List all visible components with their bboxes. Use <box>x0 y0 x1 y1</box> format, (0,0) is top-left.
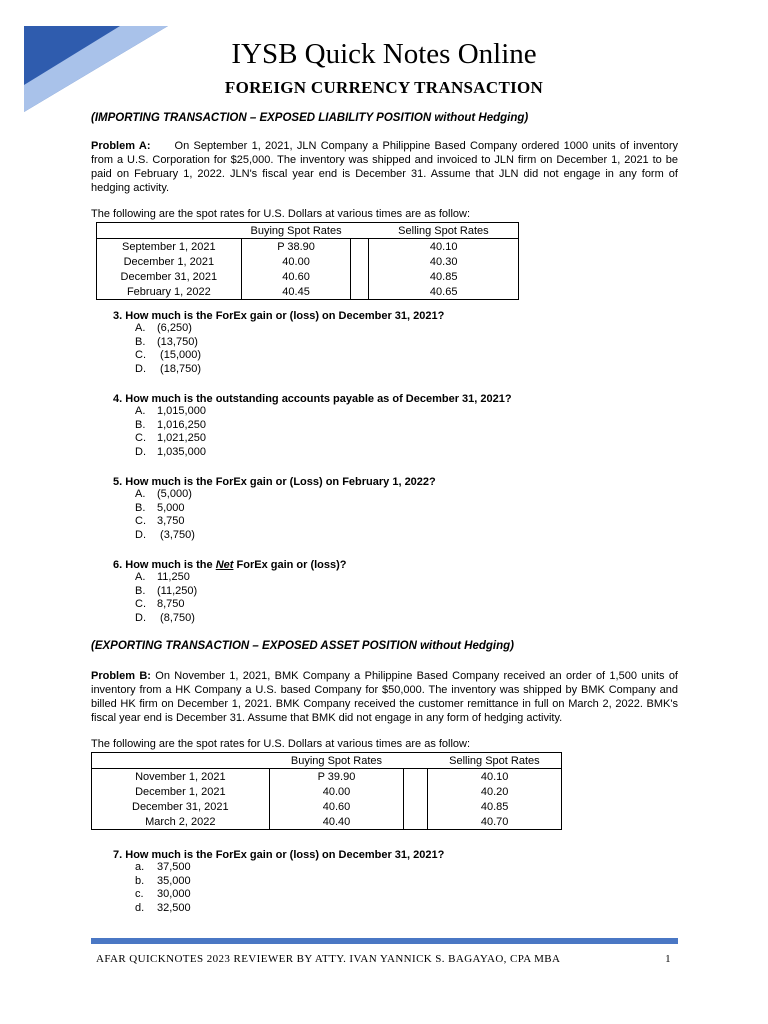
date-cell: December 1, 2021 <box>92 784 270 799</box>
question-text <box>113 849 444 861</box>
answer-option <box>135 488 436 502</box>
footer-bar <box>91 938 678 944</box>
option-letter: A. <box>135 488 146 500</box>
table-row <box>92 769 562 785</box>
problem-a-text: On September 1, 2021, JLN Company a Philippine Based Company ordered 1000 units of inventory from a U.S. Corporation for $25,000. The inventory was shipped and invoiced to JLN firm on December 1, 2021 to be paid on February 1, 2022. JLN's fiscal year end is December 31. Assume that JLN did not engage in any form of hedging activity. <box>91 140 679 194</box>
option-letter: A. <box>135 571 146 583</box>
answer-option <box>135 515 436 529</box>
question-stem: How much is the <box>125 559 216 571</box>
option-value: 8,750 <box>157 598 185 611</box>
table-row <box>97 254 519 269</box>
option-value: 1,015,000 <box>157 405 206 417</box>
selling-rate-cell: 40.70 <box>480 815 509 828</box>
selling-rate-cell: 40.85 <box>429 270 458 283</box>
answer-option <box>135 405 512 419</box>
table-header-cell: Selling Spot Rates <box>369 223 519 239</box>
problem-a-label: Problem A: <box>91 140 151 152</box>
buying-rate-cell: P 38.90 <box>277 240 315 253</box>
option-letter: B. <box>135 584 146 597</box>
date-cell: December 31, 2021 <box>97 269 242 284</box>
spacer-cell <box>404 814 428 830</box>
table-header-cell <box>97 223 242 239</box>
buying-rate-cell: 40.00 <box>282 255 310 268</box>
option-value: (18,750) <box>157 363 202 376</box>
option-letter: B. <box>135 501 146 514</box>
table-row <box>97 239 519 255</box>
question-block <box>113 393 512 460</box>
question-text <box>113 310 444 322</box>
spacer-cell <box>351 254 369 269</box>
option-value: (3,750) <box>157 529 195 542</box>
answer-option <box>135 571 347 585</box>
buying-rate-cell: 40.60 <box>322 800 351 813</box>
question-stem: How much is the outstanding accounts payable as of December 31, 2021? <box>125 393 512 405</box>
answer-options <box>113 322 444 377</box>
option-value: 1,035,000 <box>157 446 206 459</box>
question-stem: How much is the ForEx gain or (loss) on December 31, 2021? <box>125 310 445 322</box>
page-subtitle: FOREIGN CURRENCY TRANSACTION <box>224 78 544 97</box>
answer-options <box>113 405 512 460</box>
answer-options <box>113 571 347 626</box>
option-value: (8,750) <box>157 612 195 625</box>
option-value: (13,750) <box>157 335 198 348</box>
option-letter: D. <box>135 363 146 376</box>
section-b-heading: (EXPORTING TRANSACTION – EXPOSED ASSET POSITION without Hedging) <box>91 640 514 652</box>
option-letter: B. <box>135 418 146 431</box>
option-value: (6,250) <box>157 322 192 334</box>
table-header-cell: Selling Spot Rates <box>428 753 562 769</box>
option-letter: D. <box>135 612 146 625</box>
question-number: 7. <box>113 849 123 861</box>
table-row <box>97 284 519 300</box>
answer-option <box>135 446 512 460</box>
date-cell: December 31, 2021 <box>92 799 270 814</box>
question-block <box>113 559 347 626</box>
option-value: 37,500 <box>157 861 191 873</box>
section-a-heading: (IMPORTING TRANSACTION – EXPOSED LIABILITY POSITION without Hedging) <box>91 112 529 124</box>
answer-option <box>135 902 444 916</box>
date-cell: September 1, 2021 <box>97 239 242 255</box>
option-letter: a. <box>135 861 145 873</box>
table-row <box>92 784 562 799</box>
option-letter: C. <box>135 432 146 445</box>
answer-option <box>135 861 444 875</box>
answer-option <box>135 875 444 889</box>
answer-option <box>135 612 347 626</box>
question-stem: How much is the ForEx gain or (Loss) on February 1, 2022? <box>125 476 436 488</box>
answer-option <box>135 322 444 336</box>
option-letter: C. <box>135 515 146 528</box>
page-title: IYSB Quick Notes Online <box>231 38 537 70</box>
question-number: 5. <box>113 476 123 488</box>
buying-rate-cell: 40.00 <box>322 785 351 798</box>
date-cell: December 1, 2021 <box>97 254 242 269</box>
selling-rate-cell: 40.30 <box>429 255 458 268</box>
problem-b-paragraph <box>91 669 678 725</box>
footer-text: AFAR QUICKNOTES 2023 REVIEWER BY ATTY. IVAN YANNICK S. BAGAYAO, CPA MBA <box>96 953 561 965</box>
option-letter: D. <box>135 446 146 459</box>
option-letter: c. <box>135 888 144 901</box>
problem-b-label: Problem B: <box>91 670 151 682</box>
footer <box>96 953 671 965</box>
question-block <box>113 310 444 377</box>
answer-options <box>113 861 444 916</box>
date-cell: November 1, 2021 <box>92 769 270 785</box>
question-number: 6. <box>113 559 123 571</box>
question-block <box>113 849 444 916</box>
question-stem-end: ForEx gain or (loss)? <box>233 559 347 571</box>
selling-rate-cell: 40.20 <box>480 785 509 798</box>
selling-rate-cell: 40.10 <box>429 240 458 253</box>
option-value: (5,000) <box>157 488 192 500</box>
table-header-cell <box>351 223 369 239</box>
option-letter: C. <box>135 349 146 362</box>
spacer-cell <box>351 269 369 284</box>
answer-option <box>135 502 436 516</box>
rates-intro-a: The following are the spot rates for U.S. Dollars at various times are as follow: <box>91 208 471 220</box>
question-number: 3. <box>113 310 123 322</box>
table-row <box>97 269 519 284</box>
answer-option <box>135 419 512 433</box>
date-cell: February 1, 2022 <box>97 284 242 300</box>
question-stem: How much is the ForEx gain or (loss) on December 31, 2021? <box>125 849 445 861</box>
option-value: 5,000 <box>157 501 185 514</box>
buying-rate-cell: 40.60 <box>282 270 310 283</box>
problem-a-paragraph <box>91 139 678 195</box>
answer-option <box>135 529 436 543</box>
rates-intro-b: The following are the spot rates for U.S. Dollars at various times are as follow: <box>91 738 471 750</box>
spot-rates-table-b <box>91 752 562 830</box>
option-letter: A. <box>135 405 146 417</box>
question-text <box>113 393 512 405</box>
option-value: 3,750 <box>157 515 185 528</box>
spacer-cell <box>351 284 369 300</box>
table-header-cell <box>92 753 270 769</box>
table-header-row <box>97 223 519 239</box>
table-header-cell: Buying Spot Rates <box>269 753 404 769</box>
question-number: 4. <box>113 393 123 405</box>
answer-option <box>135 349 444 363</box>
question-text <box>113 476 436 488</box>
answer-option <box>135 336 444 350</box>
answer-options <box>113 488 436 543</box>
selling-rate-cell: 40.10 <box>480 770 509 783</box>
option-letter: B. <box>135 335 146 348</box>
option-value: 32,500 <box>157 902 191 915</box>
option-value: (11,250) <box>157 584 198 597</box>
option-value: 1,016,250 <box>157 418 206 431</box>
table-header-row <box>92 753 562 769</box>
question-text <box>113 559 347 571</box>
buying-rate-cell: 40.40 <box>322 815 351 828</box>
table-header-cell <box>404 753 428 769</box>
page-number: 1 <box>665 953 671 965</box>
date-cell: March 2, 2022 <box>92 814 270 830</box>
answer-option <box>135 598 347 612</box>
option-letter: C. <box>135 598 146 611</box>
selling-rate-cell: 40.85 <box>480 800 509 813</box>
option-letter: b. <box>135 874 145 887</box>
buying-rate-cell: P 39.90 <box>317 770 356 783</box>
option-value: 30,000 <box>157 888 191 901</box>
option-value: 1,021,250 <box>157 432 206 445</box>
answer-option <box>135 363 444 377</box>
question-emphasis: Net <box>215 559 234 571</box>
option-letter: d. <box>135 902 145 915</box>
spacer-cell <box>404 769 428 785</box>
table-row <box>92 799 562 814</box>
answer-option <box>135 888 444 902</box>
table-header-cell: Buying Spot Rates <box>241 223 351 239</box>
option-value: (15,000) <box>157 349 202 362</box>
problem-b-text: On November 1, 2021, BMK Company a Philippine Based Company received an order of 1,500 units of inventory from a HK Company a U.S. based Company for $50,000. The inventory was shipped by BMK Company and billed HK firm on December 1, 2021. BMK Company received the customer remittance in full on March 2, 2022. BMK's fiscal year end is December 31. Assume that BMK did not engage in any form of hedging activity. <box>91 670 678 724</box>
spacer-cell <box>404 799 428 814</box>
answer-option <box>135 432 512 446</box>
spot-rates-table-a <box>96 222 519 300</box>
spacer-cell <box>351 239 369 255</box>
question-block <box>113 476 436 543</box>
option-value: 11,250 <box>157 571 190 583</box>
buying-rate-cell: 40.45 <box>282 285 310 298</box>
answer-option <box>135 585 347 599</box>
selling-rate-cell: 40.65 <box>429 285 458 298</box>
option-letter: A. <box>135 322 146 334</box>
table-row <box>92 814 562 830</box>
option-value: 35,000 <box>157 874 191 887</box>
option-letter: D. <box>135 529 146 542</box>
spacer-cell <box>404 784 428 799</box>
